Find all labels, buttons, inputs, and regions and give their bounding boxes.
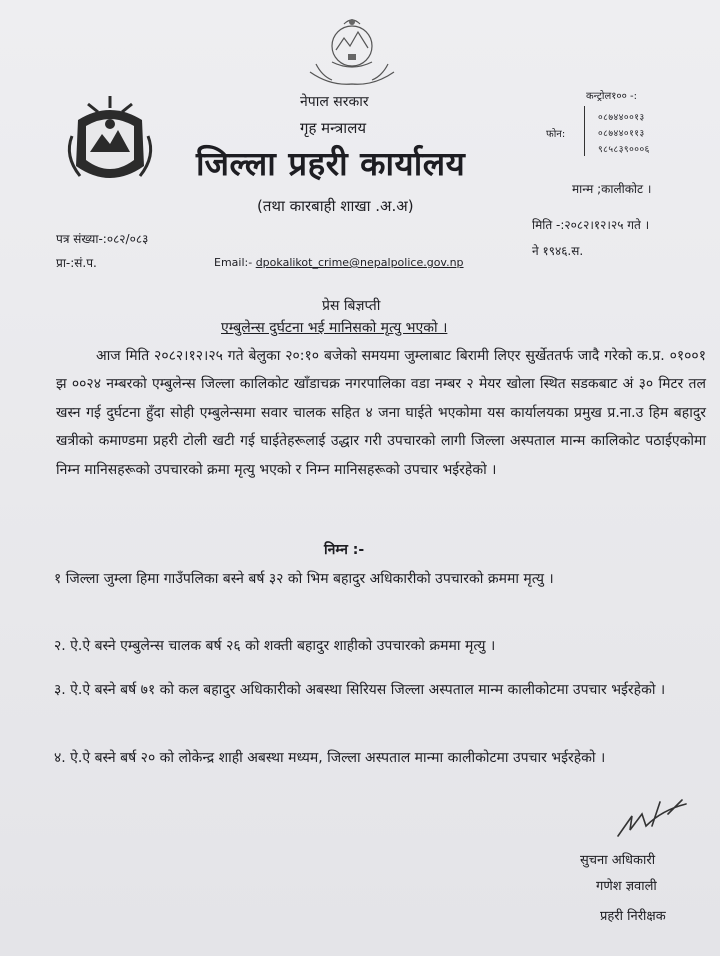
phone-number-2: ०८७४४०११३	[598, 129, 645, 139]
government-name: नेपाल सरकार	[300, 94, 369, 110]
press-release-subject: एम्बुलेन्स दुर्घटना भई मानिसको मृत्यु भएको ।	[221, 320, 448, 336]
letter-number: पत्र संख्या-:०८२/०८३	[56, 232, 149, 246]
list-item: ३. ऐ.ऐ बस्ने बर्ष ७१ को कल बहादुर अधिकारीको अबस्था सिरियस जिल्ला अस्पताल मान्म कालीकोटमा उपचार भईरहेको ।	[54, 682, 666, 698]
letter-date: मिति -:२०८२।१२।२५ गते ।	[532, 218, 650, 232]
phone-bracket	[584, 106, 593, 156]
list-heading: निम्न :-	[324, 542, 365, 558]
phone-number-1: ०८७४४००१३	[598, 113, 645, 123]
phone-label: फोन:	[546, 129, 566, 140]
list-item: ४. ऐ.ऐ बस्ने बर्ष २० को लोकेन्द्र शाही अबस्था मध्यम, जिल्ला अस्पताल मान्मा कालीकोटमा उपचार भईरहेको ।	[54, 750, 606, 766]
signatory-rank: प्रहरी निरीक्षक	[600, 909, 666, 924]
list-item: १ जिल्ला जुम्ला हिमा गाउँपलिका बस्ने बर्ष ३२ को भिम बहादुर अधिकारीको उपचारको क्रममा मृत्यु ।	[54, 571, 554, 587]
press-release-body: आज मिति २०८२।१२।२५ गते बेलुका २०:१० बजेको समयमा जुम्लाबाट बिरामी लिएर सुर्खेततर्फ जादै गरेको क.प्र. ०१००१ झ ००२४ नम्बरको एम्बुलेन्स जिल्ला कालिकोट खाँडाचक्र नगरपालिका वडा नम्बर २ मेयर खोला स्थित सडकबाट अं ३० मिटर तल खस्न गई दुर्घटना हुँदा सोही एम्बुलेन्समा सवार चालक सहित ४ जना घाईते भएकोमा यस कार्यालयका प्रमुख प्र.ना.उ हिम बहादुर खत्रीको कमाण्डमा प्रहरी टोली खटी गई घाईतेहरूलाई उद्धार गरी उपचारको लागी जिल्ला अस्पताल मान्म कालिकोट पठाईएकोमा निम्न मानिसहरूको उपचारको क्रमा मृत्यु भएको र निम्न मानिसहरूको उपचार भईरहेको ।	[56, 348, 706, 478]
signatory-title: सुचना अधिकारी	[580, 853, 656, 868]
press-release-title: प्रेस बिज्ञप्ती	[322, 298, 381, 314]
nepal-emblem-icon	[292, 14, 412, 98]
branch-name: (तथा कारबाही शाखा .अ.अ)	[257, 197, 414, 215]
email-line	[214, 256, 464, 269]
office-name: जिल्ला प्रहरी कार्यालय	[196, 144, 466, 183]
signatory-name: गणेश ज्ञवाली	[596, 879, 657, 894]
nepal-police-logo-icon	[58, 96, 162, 192]
contact-block	[546, 88, 716, 168]
phone-number-3: ९८५८३९०००६	[598, 145, 650, 155]
ministry-name: गृह मन्त्रालय	[300, 119, 367, 137]
handwritten-signature	[612, 796, 692, 846]
email-address[interactable]: dpokalikot_crime@nepalpolice.gov.np	[255, 256, 464, 269]
dispatch-number: ने १९४६.स.	[532, 244, 584, 258]
receiver-reference: प्रा-:सं.प.	[56, 256, 97, 270]
list-item: २. ऐ.ऐ बस्ने एम्बुलेन्स चालक बर्ष २६ को शक्ती बहादुर शाहीको उपचारको क्रममा मृत्यु ।	[54, 638, 496, 654]
email-label: Email:-	[214, 256, 253, 269]
office-address: मान्म ;कालीकोट ।	[572, 182, 652, 196]
control-number: कन्ट्रोल१०० -:	[586, 91, 637, 102]
